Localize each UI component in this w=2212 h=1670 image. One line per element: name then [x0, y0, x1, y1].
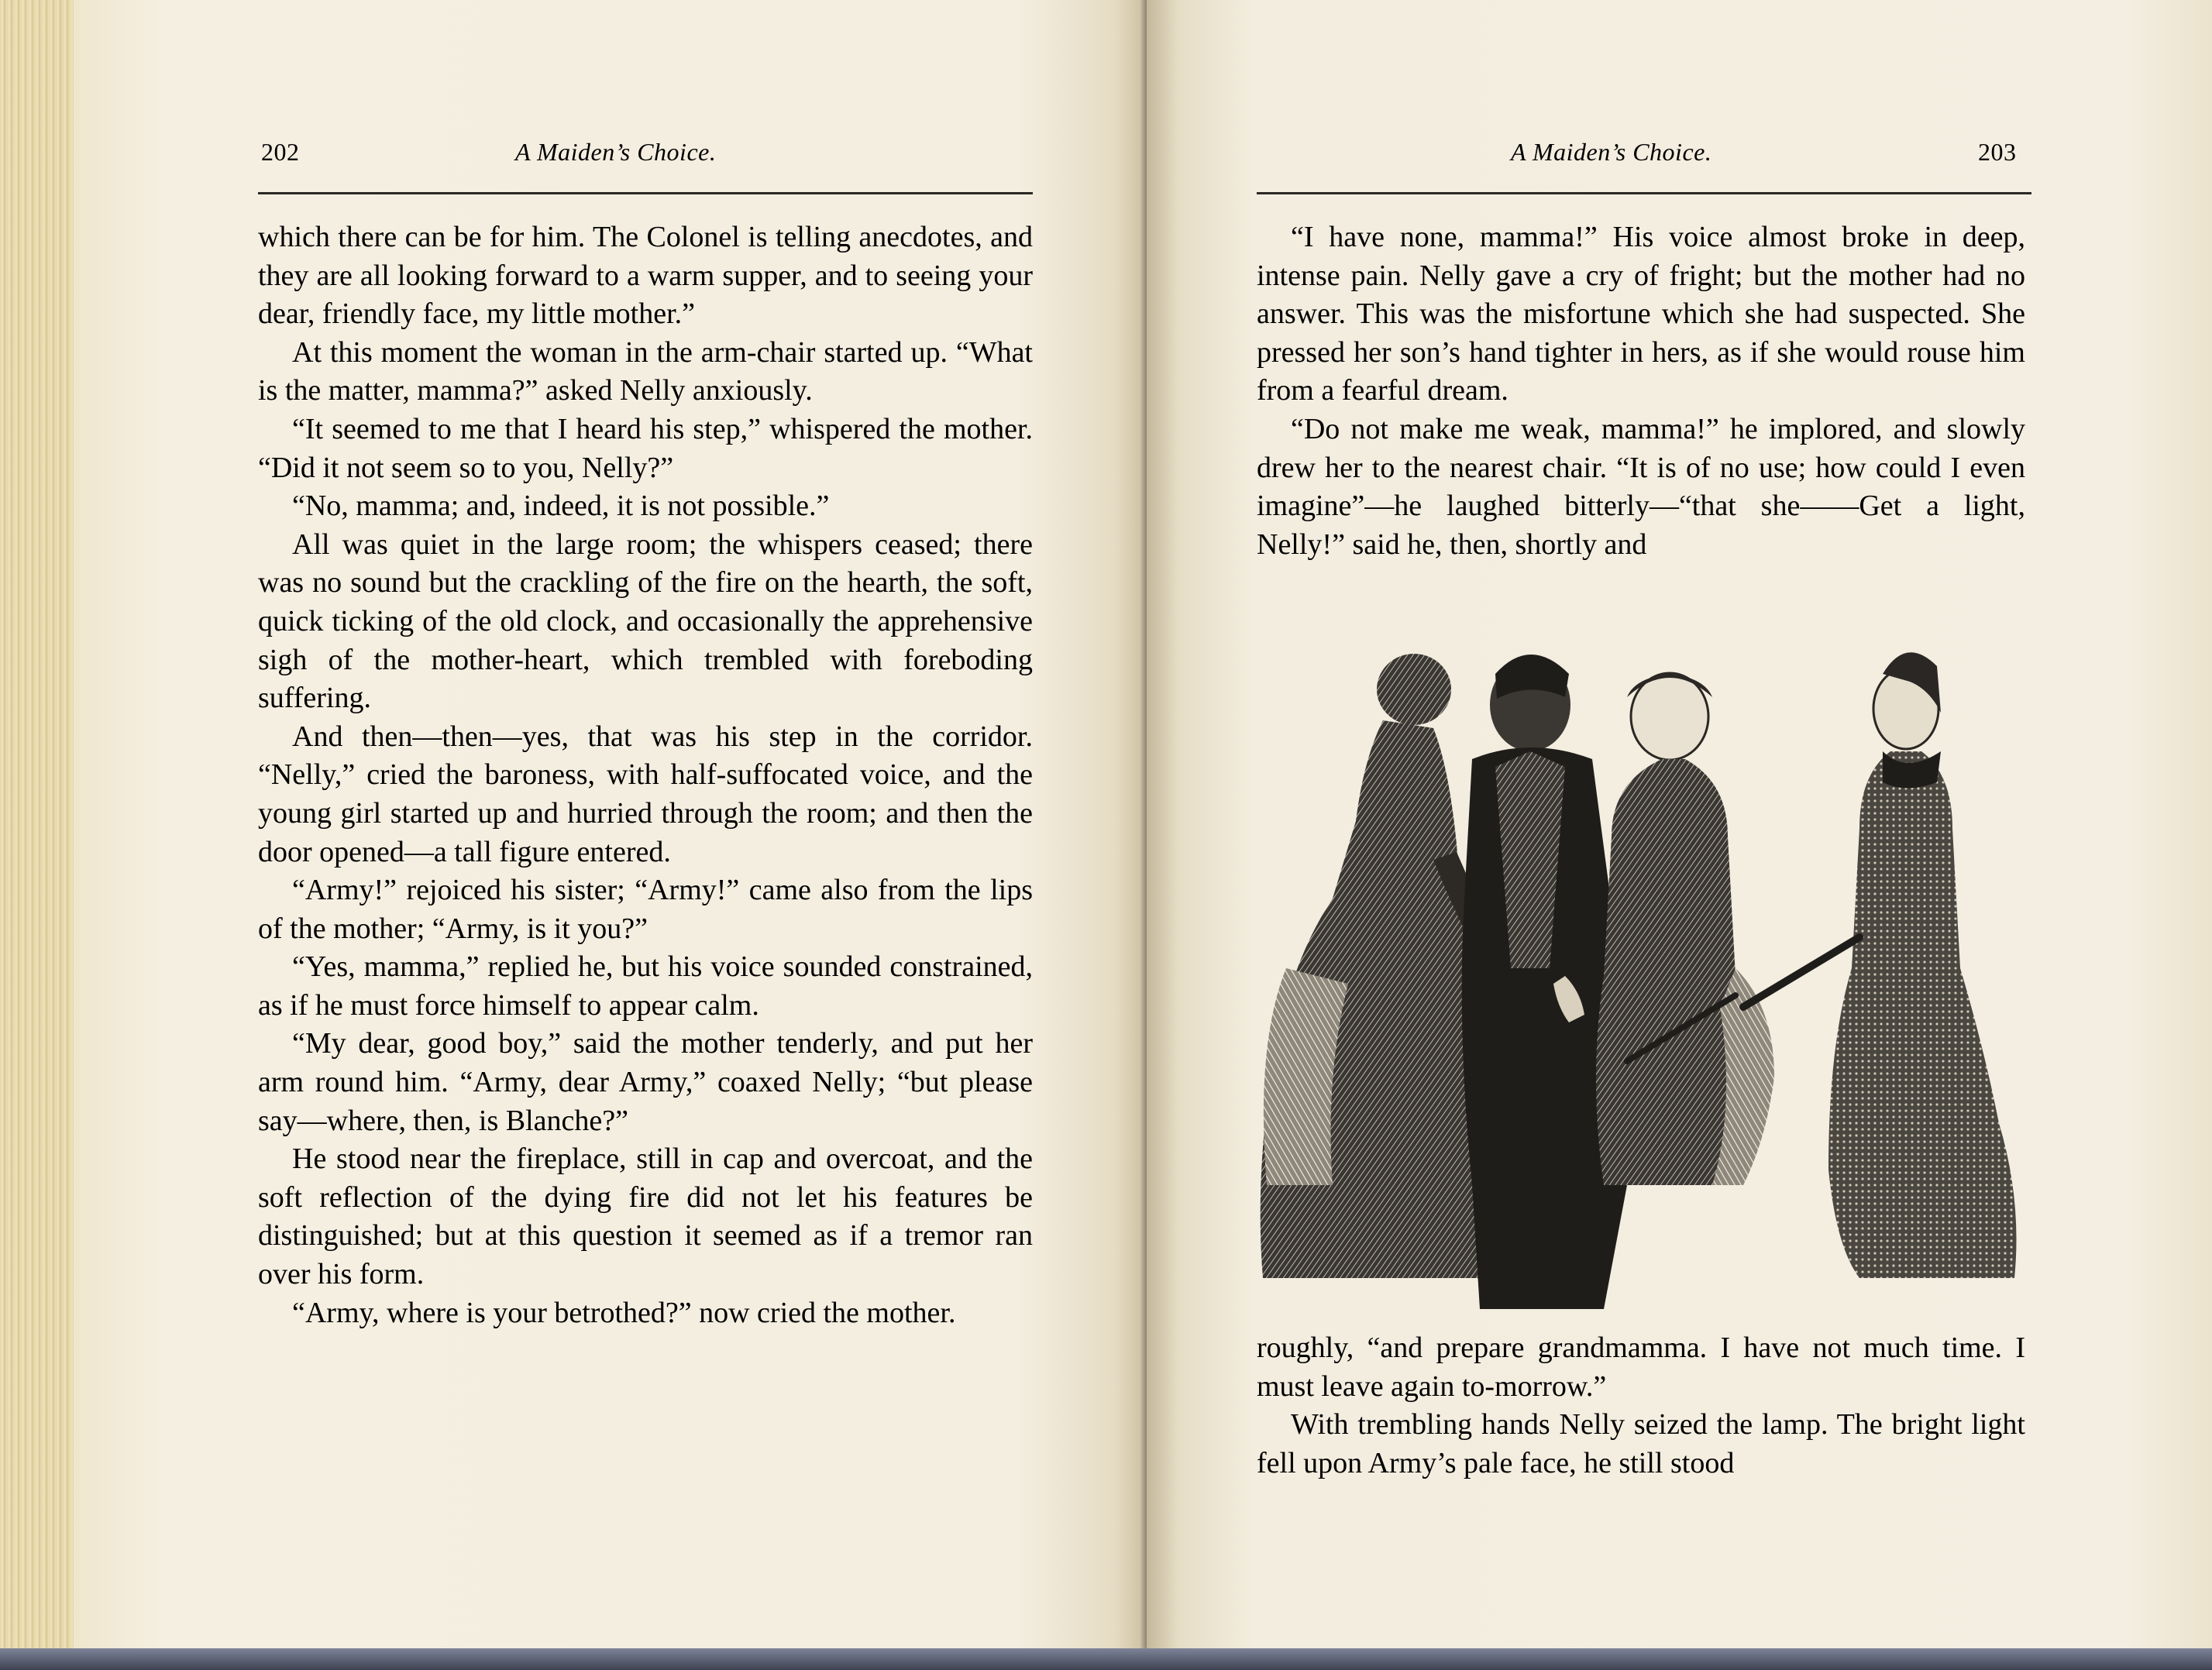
paragraph: “I have none, mamma!” His voice almost broke in deep, intense pain. Nelly gave a cry of fright; but the mother had no answer. This was the misfortune which she had suspected. She pressed her son’s hand tighter in hers, as if she would rouse him from a fearful dream. — [1257, 221, 2025, 407]
right-running-title-text: A Maiden’s Choice. — [1511, 138, 1712, 166]
paragraph: And then—then—yes, that was his step in the corridor. “Nelly,” cried the baroness, with half-suffocated voice, and the young girl started up and hurried through the room; and then the door opened—a tall figure entered. — [258, 720, 1033, 868]
paragraph: “Army, where is your betrothed?” now cried the mother. — [292, 1296, 956, 1329]
paragraph: At this moment the woman in the arm-chair started up. “What is the matter, mamma?” asked Nelly anxiously. — [258, 335, 1033, 407]
left-running-title-text: A Maiden’s Choice. — [515, 138, 717, 166]
paragraph: “No, mamma; and, indeed, it is not possible.” — [292, 490, 830, 523]
paragraph: All was quiet in the large room; the whispers ceased; there was no sound but the crackling of the fire on the hearth, the soft, quick ticking of the old clock, and occasionally the apprehensive sigh of the mother-heart, which trembled with foreboding suffering. — [258, 527, 1033, 715]
paragraph: which there can be for him. The Colonel is telling anecdotes, and they are all looking forward to a warm supper, and to seeing your dear, friendly face, my little mother.” — [258, 221, 1033, 331]
left-text-block — [258, 218, 1033, 1332]
page-edges — [0, 0, 74, 1654]
paragraph: “Do not make me weak, mamma!” he implored, and slowly drew her to the nearest chair. “It is of no use; how could I even imagine”—he laughed bitterly—“that she——Get a light, Nelly!” said he, then, shortly and — [1257, 412, 2025, 561]
figure-young-man — [1462, 655, 1627, 1309]
right-running-title — [1511, 138, 1711, 167]
paragraph: roughly, “and prepare grandmamma. I have not much time. I must leave again to-morrow.” — [1257, 1332, 2025, 1403]
right-text-block-top — [1257, 218, 2025, 564]
engraving-illustration — [1240, 643, 2030, 1309]
paragraph: He stood near the fireplace, still in cap and overcoat, and the soft reflection of the dying fire did not let his features be distinguished; but at this question it seemed as if a tremor ran over his form. — [258, 1143, 1033, 1291]
paragraph: “It seemed to me that I heard his step,” whispered the mother. “Did it not seem so to you, Nelly?” — [258, 412, 1033, 484]
paragraph: “Army!” rejoiced his sister; “Army!” came also from the lips of the mother; “Army, is it you?” — [258, 874, 1033, 945]
paragraph: “Yes, mamma,” replied he, but his voice sounded constrained, as if he must force himself to appear calm. — [258, 950, 1033, 1022]
paragraph: “My dear, good boy,” said the mother tenderly, and put her arm round him. “Army, dear Army,” coaxed Nelly; “but please say—where, then, is Blanche?” — [258, 1027, 1033, 1137]
right-header-rule — [1257, 192, 2031, 194]
left-running-title — [515, 138, 716, 167]
right-text-block-bottom — [1257, 1329, 2025, 1483]
left-header-rule — [258, 192, 1033, 194]
scanner-bed-edge — [0, 1648, 2212, 1670]
figure-young-woman — [1596, 673, 1774, 1185]
paragraph: With trembling hands Nelly seized the lamp. The bright light fell upon Army’s pale face, he still stood — [1257, 1408, 2025, 1479]
right-page-number: 203 — [1978, 138, 2017, 166]
left-page-number: 202 — [261, 138, 300, 166]
